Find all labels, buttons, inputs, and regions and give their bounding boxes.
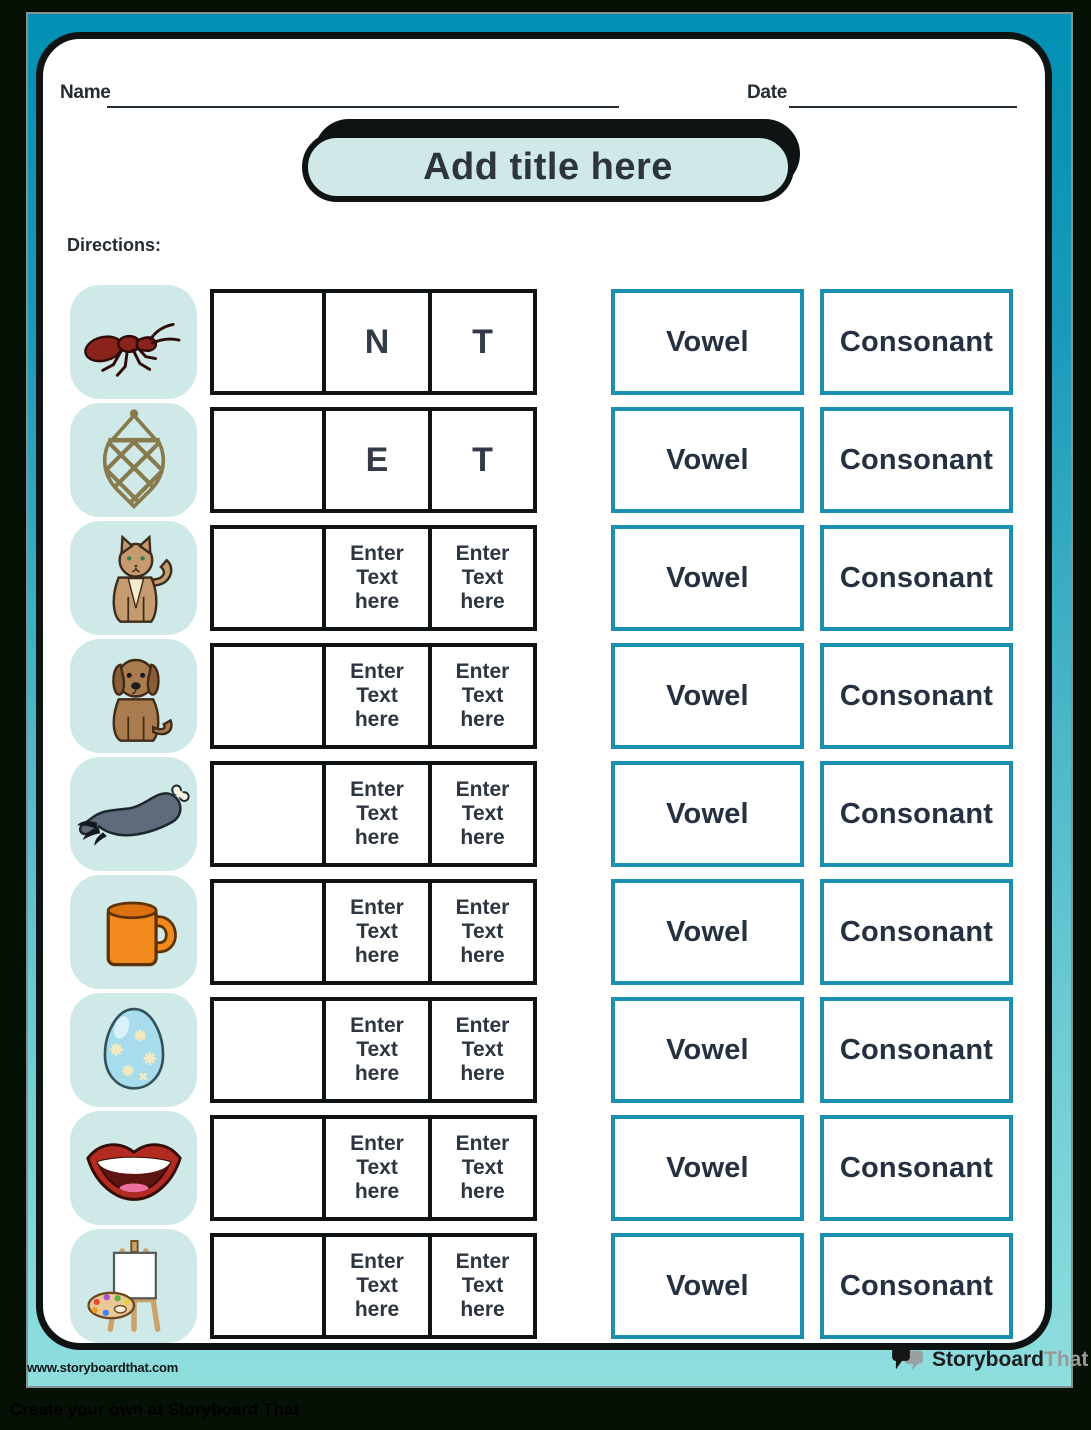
logo-text-storyboard: Storyboard (932, 1348, 1045, 1371)
text-placeholder-cell[interactable]: Enter Text here (428, 1001, 533, 1099)
answer-cell[interactable] (214, 647, 322, 745)
storyboardthat-logo (891, 1346, 1088, 1374)
vowel-label: Vowel (666, 915, 749, 948)
letter-cell[interactable]: E (322, 411, 428, 509)
consonant-box[interactable] (820, 289, 1013, 395)
answer-cell[interactable] (214, 411, 322, 509)
art-image (84, 1236, 184, 1336)
vowel-label: Vowel (666, 1151, 749, 1184)
worksheet-page (36, 32, 1052, 1350)
vowel-label: Vowel (666, 443, 749, 476)
image-cell (70, 403, 197, 517)
speech-bubbles-icon (891, 1346, 925, 1374)
vowel-box[interactable] (611, 761, 804, 867)
text-placeholder-cell[interactable]: Enter Text here (428, 765, 533, 863)
letter-cell[interactable]: N (322, 293, 428, 391)
name-input-line[interactable] (107, 106, 619, 108)
word-table (210, 761, 537, 867)
logo-text-that: That (1044, 1348, 1089, 1371)
word-table (210, 879, 537, 985)
text-placeholder-cell[interactable]: Enter Text here (322, 1237, 428, 1335)
worksheet-row (43, 1229, 1045, 1347)
website-url: www.storyboardthat.com (27, 1360, 179, 1375)
text-placeholder-cell[interactable]: Enter Text here (322, 1001, 428, 1099)
answer-cell[interactable] (214, 765, 322, 863)
ant-image (80, 298, 188, 386)
vowel-box[interactable] (611, 1115, 804, 1221)
worksheet-row (43, 403, 1045, 521)
image-cell (70, 1229, 197, 1343)
consonant-label: Consonant (839, 561, 994, 594)
consonant-label: Consonant (839, 797, 994, 830)
answer-cell[interactable] (214, 1119, 322, 1217)
text-placeholder-cell[interactable]: Enter Text here (428, 529, 533, 627)
vowel-label: Vowel (666, 1269, 749, 1302)
arm-image (76, 780, 192, 848)
text-placeholder-cell[interactable]: Enter Text here (428, 883, 533, 981)
consonant-box[interactable] (820, 407, 1013, 513)
text-placeholder-cell[interactable]: Enter Text here (322, 765, 428, 863)
text-placeholder-cell[interactable]: Enter Text here (322, 647, 428, 745)
consonant-label: Consonant (839, 1151, 994, 1184)
lips-image (80, 1128, 188, 1208)
cat-image (86, 527, 182, 629)
title-group (302, 119, 802, 205)
vowel-label: Vowel (666, 325, 749, 358)
answer-cell[interactable] (214, 883, 322, 981)
egg-image (90, 1001, 178, 1099)
vowel-box[interactable] (611, 289, 804, 395)
word-table (210, 525, 537, 631)
net-image (88, 407, 180, 513)
text-placeholder-cell[interactable]: Enter Text here (428, 1119, 533, 1217)
worksheet-rows (43, 285, 1045, 1347)
consonant-box[interactable] (820, 643, 1013, 749)
word-table (210, 997, 537, 1103)
consonant-label: Consonant (839, 1033, 994, 1066)
image-cell (70, 993, 197, 1107)
vowel-label: Vowel (666, 561, 749, 594)
consonant-box[interactable] (820, 1115, 1013, 1221)
image-cell (70, 1111, 197, 1225)
image-cell (70, 875, 197, 989)
date-input-line[interactable] (789, 106, 1017, 108)
letter-cell[interactable]: T (428, 293, 533, 391)
image-cell (70, 757, 197, 871)
vowel-box[interactable] (611, 643, 804, 749)
date-label: Date (747, 82, 787, 103)
image-cell (70, 639, 197, 753)
title-pill[interactable] (302, 132, 794, 202)
consonant-box[interactable] (820, 525, 1013, 631)
answer-cell[interactable] (214, 1001, 322, 1099)
text-placeholder-cell[interactable]: Enter Text here (428, 647, 533, 745)
word-table (210, 289, 537, 395)
worksheet-row (43, 757, 1045, 875)
page-title: Add title here (423, 145, 673, 188)
consonant-label: Consonant (839, 679, 994, 712)
consonant-box[interactable] (820, 761, 1013, 867)
letter-cell[interactable]: T (428, 411, 533, 509)
consonant-label: Consonant (839, 1269, 994, 1302)
vowel-box[interactable] (611, 525, 804, 631)
image-cell (70, 521, 197, 635)
text-placeholder-cell[interactable]: Enter Text here (322, 529, 428, 627)
word-table (210, 1115, 537, 1221)
worksheet-row (43, 1111, 1045, 1229)
answer-cell[interactable] (214, 1237, 322, 1335)
dog-image (86, 645, 182, 747)
vowel-label: Vowel (666, 797, 749, 830)
consonant-label: Consonant (839, 443, 994, 476)
consonant-label: Consonant (839, 915, 994, 948)
consonant-box[interactable] (820, 1233, 1013, 1339)
text-placeholder-cell[interactable]: Enter Text here (322, 1119, 428, 1217)
name-label: Name (60, 82, 111, 103)
vowel-label: Vowel (666, 679, 749, 712)
word-table (210, 1233, 537, 1339)
worksheet-row (43, 993, 1045, 1111)
word-table (210, 407, 537, 513)
footer-tagline: Create your own at Storyboard That (10, 1400, 300, 1419)
image-cell (70, 285, 197, 399)
vowel-box[interactable] (611, 407, 804, 513)
worksheet-row (43, 521, 1045, 639)
mug-image (88, 886, 180, 978)
consonant-box[interactable] (820, 997, 1013, 1103)
vowel-label: Vowel (666, 1033, 749, 1066)
text-placeholder-cell[interactable]: Enter Text here (322, 883, 428, 981)
word-table (210, 643, 537, 749)
consonant-box[interactable] (820, 879, 1013, 985)
worksheet-row (43, 285, 1045, 403)
worksheet-row (43, 875, 1045, 993)
consonant-label: Consonant (839, 325, 994, 358)
worksheet-row (43, 639, 1045, 757)
directions-label: Directions: (67, 235, 162, 255)
answer-cell[interactable] (214, 293, 322, 391)
vowel-box[interactable] (611, 879, 804, 985)
vowel-box[interactable] (611, 1233, 804, 1339)
answer-cell[interactable] (214, 529, 322, 627)
text-placeholder-cell[interactable]: Enter Text here (428, 1237, 533, 1335)
vowel-box[interactable] (611, 997, 804, 1103)
